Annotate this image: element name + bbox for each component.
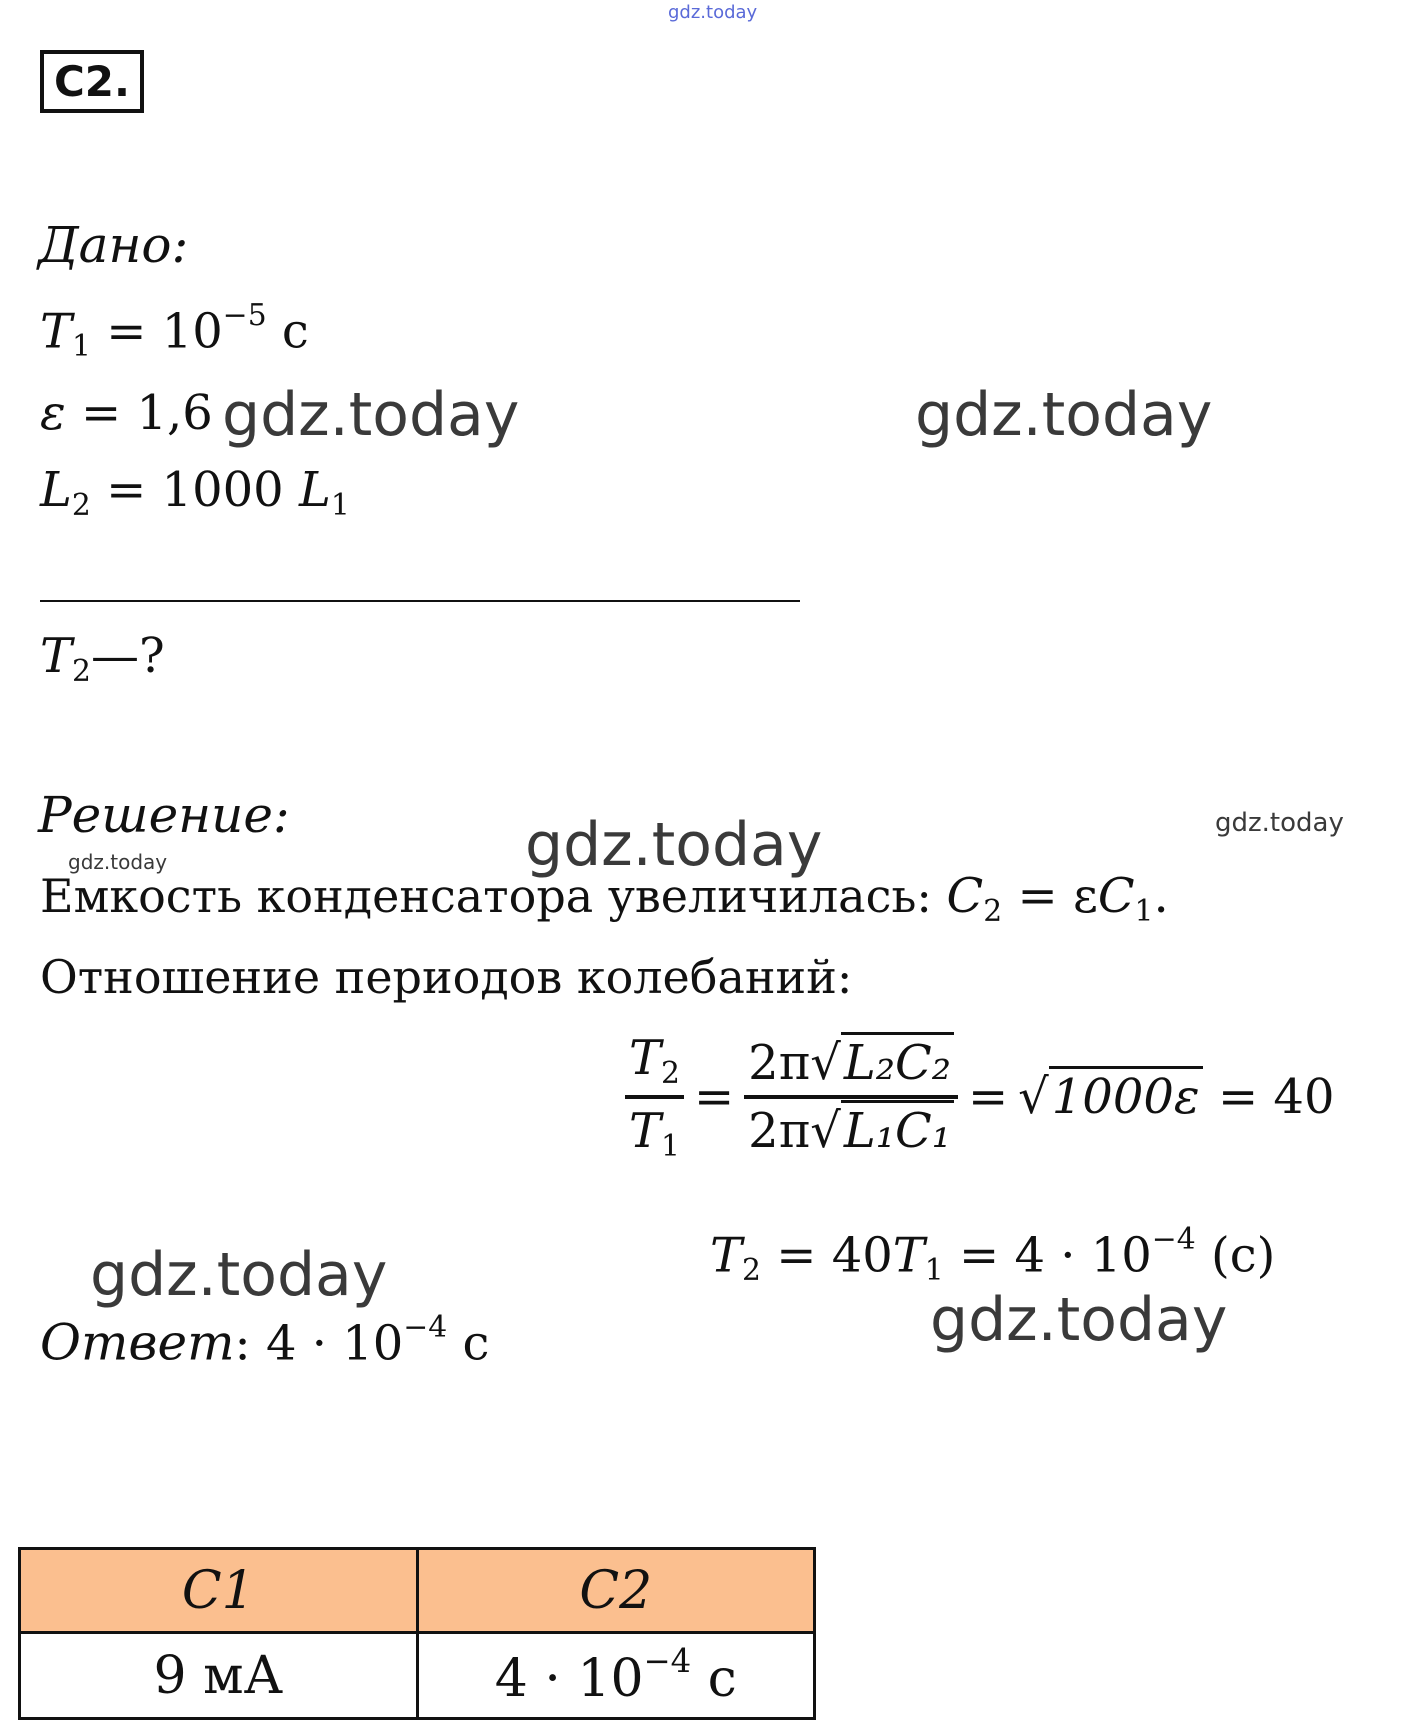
watermark: gdz.today	[525, 810, 823, 880]
ratio-formula: $\frac{T_2}{T_1}$ = $\frac{\text{2π√L₂C₂}}{\text{2π√L₁C₁}}$ = √1000ε = 40	[625, 1030, 1335, 1164]
period-ratio-fraction: $\frac{T_2}{T_1}$	[625, 1030, 684, 1164]
watermark: gdz.today	[90, 1240, 388, 1310]
table-header-c2: C2	[417, 1549, 815, 1633]
watermark: gdz.today	[68, 850, 168, 874]
watermark: gdz.today	[915, 380, 1213, 450]
task-label: C2.	[40, 50, 144, 113]
table-cell-c2: $4 \cdot 10^{-4}$ с	[417, 1633, 815, 1719]
given-line-inductance: $L_2 = 1000$ $L_1$	[40, 462, 350, 523]
find-line: $T_2—$?	[40, 628, 165, 689]
watermark: gdz.today	[668, 2, 758, 23]
answers-table	[18, 1547, 816, 1720]
table-header-c1: C1	[20, 1549, 418, 1633]
given-line-period: $T_1 = 10^{-5}$ с	[40, 298, 309, 365]
given-heading: Дано:	[38, 216, 189, 274]
solution-line-capacitance: Емкость конденсатора увеличилась: $C_2 = \varepsilon C_1$.	[40, 868, 1169, 929]
given-line-permittivity: ε = 1,6	[40, 385, 213, 441]
watermark: gdz.today	[222, 380, 520, 450]
answer-line: Ответ: $4 \cdot 10^{-4}$ с	[40, 1310, 490, 1372]
table-cell-c1: 9 мА	[20, 1633, 418, 1719]
final-period-formula: $T_2 = 40T_1 = 4 \cdot 10^{-4}$ (с)	[710, 1222, 1276, 1289]
solution-heading: Решение:	[38, 786, 290, 844]
watermark: gdz.today	[1215, 808, 1344, 838]
given-divider	[40, 600, 800, 602]
watermark: gdz.today	[930, 1285, 1228, 1355]
thomson-ratio-fraction: $\frac{\text{2π√L₂C₂}}{\text{2π√L₁C₁}}$	[744, 1035, 958, 1159]
solution-line-ratio-intro: Отношение периодов колебаний:	[40, 950, 853, 1004]
